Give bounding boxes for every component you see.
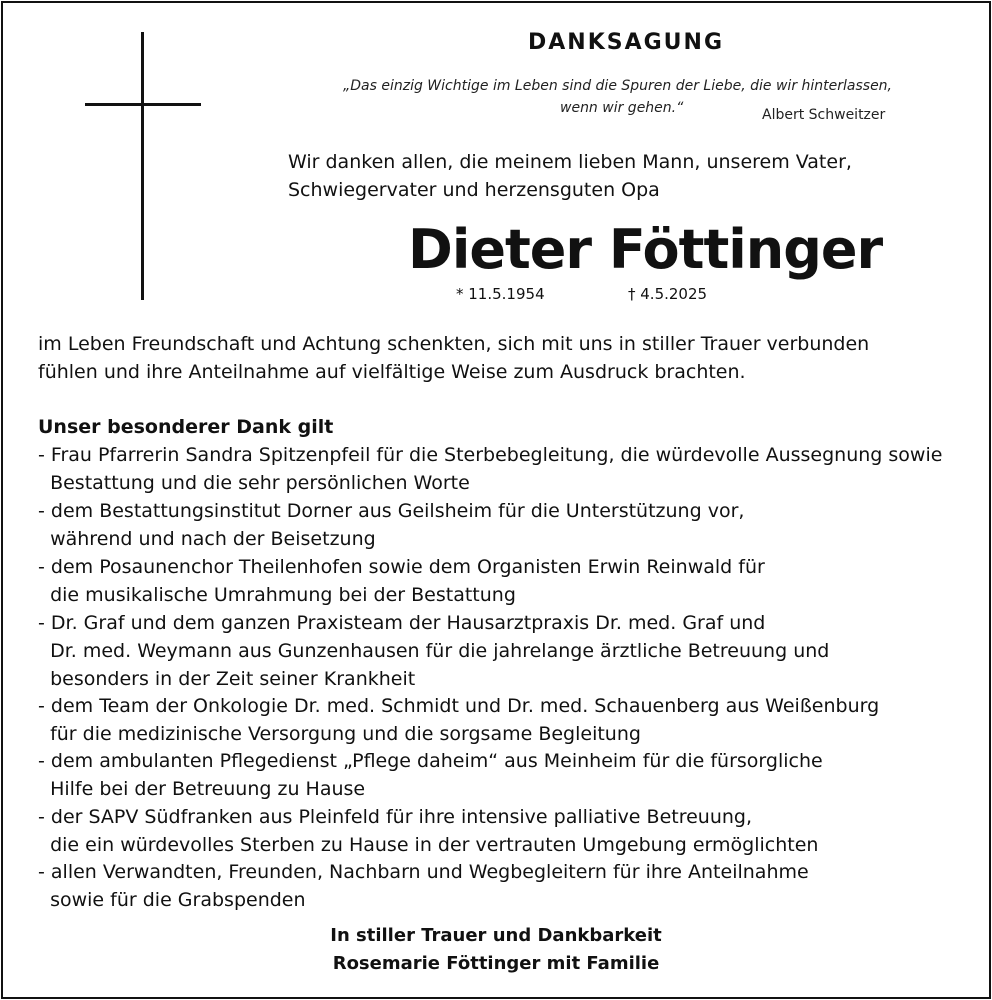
list-item: - allen Verwandten, Freunden, Nachbarn und Wegbegleitern für ihre Anteilnahme — [38, 861, 809, 883]
list-item: sowie für die Grabspenden — [38, 889, 306, 911]
birth-date: * 11.5.1954 — [456, 285, 545, 303]
list-item: - dem Posaunenchor Theilenhofen sowie dem Organisten Erwin Reinwald für — [38, 556, 765, 578]
list-item: für die medizinische Versorgung und die sorgsame Begleitung — [38, 723, 641, 745]
quote-author: Albert Schweitzer — [762, 107, 886, 123]
notice-title: DANKSAGUNG — [528, 30, 725, 55]
list-item: Hilfe bei der Betreuung zu Hause — [38, 778, 366, 800]
deceased-name: Dieter Föttinger — [408, 218, 883, 281]
death-date: † 4.5.2025 — [628, 285, 708, 303]
list-item: die musikalische Umrahmung bei der Bestattung — [38, 584, 516, 606]
list-item: die ein würdevolles Sterben zu Hause in der vertrauten Umgebung ermöglichten — [38, 834, 819, 856]
list-item: - der SAPV Südfranken aus Pleinfeld für ihre intensive palliative Betreuung, — [38, 806, 753, 828]
list-item: Dr. med. Weymann aus Gunzenhausen für die jahrelange ärztliche Betreuung und — [38, 640, 830, 662]
intro-line-2: Schwiegervater und herzensguten Opa — [288, 179, 660, 201]
quote-line-1: „Das einzig Wichtige im Leben sind die Spuren der Liebe, die wir hinterlassen, — [343, 78, 893, 94]
body-line-2: fühlen und ihre Anteilnahme auf vielfältige Weise zum Ausdruck brachten. — [38, 361, 746, 383]
quote-line-2: wenn wir gehen.“ — [560, 100, 684, 116]
list-item: - Frau Pfarrerin Sandra Spitzenpfeil für die Sterbebegleitung, die würdevolle Aussegnung sowie — [38, 444, 943, 466]
list-item: - dem Bestattungsinstitut Dorner aus Geilsheim für die Unterstützung vor, — [38, 500, 745, 522]
body-line-1: im Leben Freundschaft und Achtung schenkten, sich mit uns in stiller Trauer verbunden — [38, 333, 870, 355]
closing-line-1: In stiller Trauer und Dankbarkeit — [330, 925, 662, 946]
list-item: - dem ambulanten Pflegedienst „Pflege daheim“ aus Meinheim für die fürsorgliche — [38, 750, 823, 772]
intro-line-1: Wir danken allen, die meinem lieben Mann, unserem Vater, — [288, 151, 852, 173]
list-item: besonders in der Zeit seiner Krankheit — [38, 668, 416, 690]
thanks-heading: Unser besonderer Dank gilt — [38, 416, 334, 438]
list-item: während und nach der Beisetzung — [38, 528, 376, 550]
list-item: - Dr. Graf und dem ganzen Praxisteam der Hausarztpraxis Dr. med. Graf und — [38, 612, 766, 634]
list-item: - dem Team der Onkologie Dr. med. Schmidt und Dr. med. Schauenberg aus Weißenburg — [38, 695, 880, 717]
closing-signature: Rosemarie Föttinger mit Familie — [332, 953, 660, 974]
list-item: Bestattung und die sehr persönlichen Worte — [38, 472, 470, 494]
